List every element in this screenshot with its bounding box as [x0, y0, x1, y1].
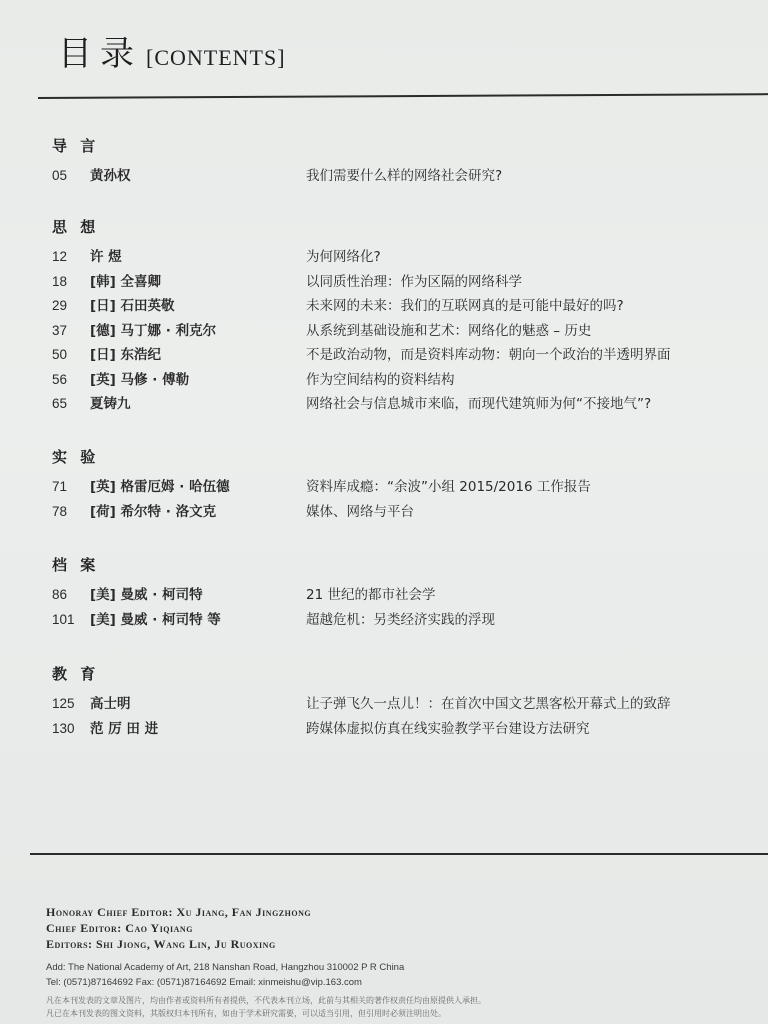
article-title: 不是政治动物，而是资料库动物：朝向一个政治的半透明界面 — [306, 347, 671, 363]
page-number: 78 — [52, 503, 68, 519]
chief-editor: Chief Editor: Cao Yiqiang — [46, 921, 193, 935]
toc-entry[interactable] — [52, 717, 752, 742]
author: [美] 曼威 · 柯司特 — [90, 587, 203, 603]
toc-entry[interactable] — [52, 319, 752, 344]
author: [荷] 希尔特 · 洛文克 — [90, 503, 217, 520]
bottom-divider — [30, 853, 768, 855]
copyright-notice-2: 凡已在本刊发表的图文资料，其版权归本刊所有，如由于学术研究需要，可以适当引用，但引用时必须注明出处。 — [46, 1009, 446, 1018]
section-title: 教 育 — [52, 665, 100, 683]
page-number: 18 — [52, 273, 68, 289]
page-number: 05 — [52, 168, 68, 183]
page-number: 65 — [52, 396, 68, 411]
page-number: 86 — [52, 587, 68, 602]
section-experiment — [52, 446, 752, 524]
article-title: 我们需要什么样的网络社会研究? — [306, 168, 503, 184]
page-number: 125 — [52, 696, 75, 711]
author: 黄孙权 — [90, 168, 131, 184]
toc-entry[interactable] — [52, 270, 752, 295]
article-title: 为何网络化? — [306, 249, 381, 265]
toc-entry[interactable] — [52, 294, 752, 319]
author: [日] 东浩纪 — [90, 347, 162, 363]
author: [日] 石田英敬 — [90, 298, 175, 314]
article-title: 跨媒体虚拟仿真在线实验教学平台建设方法研究 — [306, 720, 590, 737]
article-title: 网络社会与信息城市来临，而现代建筑师为何“不接地气”? — [306, 396, 652, 412]
page-number: 50 — [52, 347, 68, 362]
toc-entry[interactable] — [52, 500, 752, 525]
page-number: 101 — [52, 611, 75, 627]
author: [英] 马修 · 傅勒 — [90, 371, 190, 388]
page-number: 56 — [52, 371, 68, 387]
toc-entry[interactable] — [52, 368, 752, 393]
page-number: 71 — [52, 479, 68, 494]
masthead-credits — [46, 904, 486, 1020]
toc-entry[interactable] — [52, 392, 752, 417]
section-title: 实 验 — [52, 448, 100, 466]
article-title: 让子弹飞久一点儿！：在首次中国文艺黑客松开幕式上的致辞 — [306, 696, 671, 712]
toc-entry[interactable] — [52, 245, 752, 270]
toc-entry[interactable] — [52, 343, 752, 368]
author: 高士明 — [90, 696, 131, 712]
toc-entry[interactable] — [52, 608, 752, 633]
article-title: 作为空间结构的资料结构 — [306, 371, 455, 388]
section-title: 档 案 — [52, 556, 100, 574]
article-title: 未来网的未来：我们的互联网真的是可能中最好的吗? — [306, 298, 624, 314]
copyright-notice-1: 凡在本刊发表的文章及图片，均由作者或资料所有者提供，不代表本刊立场，此前与其相关的著作权责任均由原提供人承担。 — [46, 996, 486, 1005]
section-thought — [52, 216, 752, 417]
top-divider — [38, 93, 768, 99]
section-archive — [52, 554, 752, 632]
section-title: 思 想 — [52, 218, 100, 236]
section-title: 导 言 — [52, 137, 100, 155]
page-title — [58, 26, 286, 75]
author: [美] 曼威 · 柯司特 等 — [90, 611, 221, 628]
section-education — [52, 663, 752, 741]
article-title: 媒体、网络与平台 — [306, 503, 414, 520]
address: Add: The National Academy of Art, 218 Nanshan Road, Hangzhou 310002 P R China — [46, 962, 405, 973]
article-title: 21 世纪的都市社会学 — [306, 587, 436, 603]
article-title: 以同质性治理：作为区隔的网络科学 — [306, 273, 522, 290]
page-number: 29 — [52, 298, 68, 313]
toc-entry[interactable] — [52, 583, 752, 608]
section-introduction — [52, 135, 752, 189]
page-number: 130 — [52, 720, 75, 736]
article-title: 从系统到基础设施和艺术：网络化的魅惑 – 历史 — [306, 322, 592, 339]
author: 夏铸九 — [90, 396, 131, 412]
page-number: 12 — [52, 249, 68, 264]
article-title: 资料库成瘾：“余波”小组 2015/2016 工作报告 — [306, 479, 591, 495]
contact-info: Tel: (0571)87164692 Fax: (0571)87164692 Email: xinmeishu@vip.163.com — [46, 977, 362, 988]
toc-entry[interactable] — [52, 692, 752, 717]
article-title: 超越危机：另类经济实践的浮现 — [306, 611, 495, 628]
toc-entry[interactable] — [52, 164, 752, 189]
author: 范 厉 田 进 — [90, 720, 159, 737]
title-english: [CONTENTS] — [146, 45, 286, 70]
editors: Editors: Shi Jiong, Wang Lin, Ju Ruoxing — [46, 937, 276, 951]
author: [德] 马丁娜 · 利克尔 — [90, 322, 217, 339]
toc-entry[interactable] — [52, 475, 752, 500]
author: [英] 格雷厄姆 · 哈伍德 — [90, 479, 230, 495]
author: [韩] 全喜卿 — [90, 273, 162, 290]
honorary-editor: Honoray Chief Editor: Xu Jiang, Fan Jingzhong — [46, 905, 312, 919]
author: 许 煜 — [90, 249, 122, 265]
page-number: 37 — [52, 322, 68, 338]
title-chinese: 目录 — [58, 34, 142, 74]
